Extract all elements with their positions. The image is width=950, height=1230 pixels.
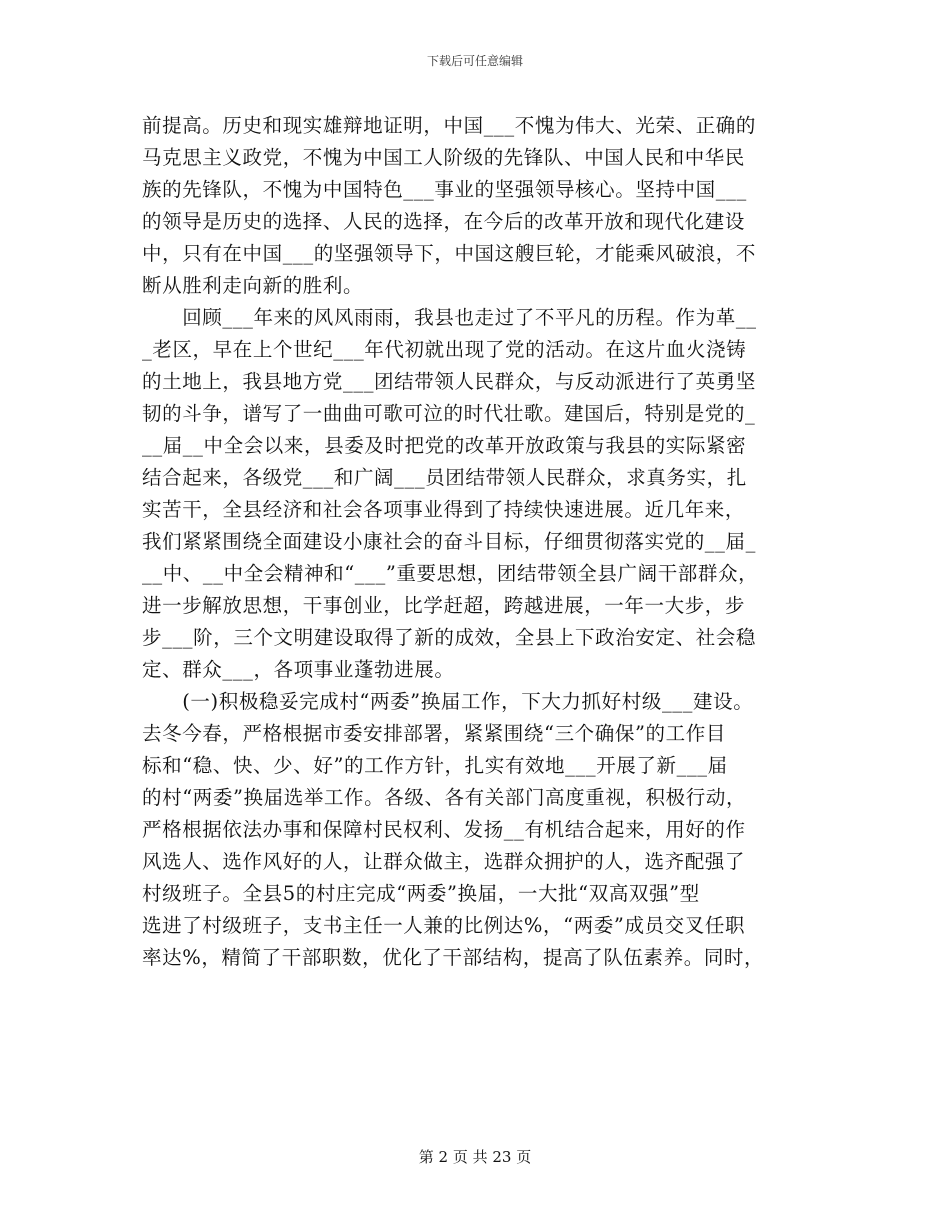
text-line: 族的先锋队，不愧为中国特色___事业的坚强领导核心。坚持中国___ — [142, 178, 747, 201]
text-line: _老区，早在上个世纪___年代初就出现了党的活动。在这片血火浇铸 — [142, 338, 747, 361]
text-line: 选进了村级班子，支书主任一人兼的比例达%，“两委”成员交叉任职 — [142, 914, 746, 937]
text-line: (一)积极稳妥完成村“两委”换届工作，下大力抓好村级___建设。 — [142, 690, 754, 713]
text-line: 结合起来，各级党___和广阔___员团结带领人民群众，求真务实，扎 — [142, 466, 747, 489]
text-line: __中、__中全会精神和“___”重要思想，团结带领全县广阔干部群众， — [142, 562, 759, 585]
text-line: 村级班子。全县5的村庄完成“两委”换届，一大批“双高双强”型 — [142, 882, 700, 905]
text-line: __届__中全会以来，县委及时把党的改革开放政策与我县的实际紧密 — [142, 434, 747, 457]
text-line: 断从胜利走向新的胜利。 — [142, 274, 364, 297]
page-header-note: 下载后可任意编辑 — [426, 54, 523, 68]
text-line: 中，只有在中国___的坚强领导下，中国这艘巨轮，才能乘风破浪，不 — [142, 242, 756, 265]
text-line: 严格根据依法办事和保障村民权利、发扬__有机结合起来，用好的作 — [142, 818, 746, 841]
text-line: 进一步解放思想，干事创业，比学赶超，跨越进展，一年一大步，步 — [142, 594, 746, 617]
document-body — [142, 110, 812, 974]
text-line: 的土地上，我县地方党___团结带领人民群众，与反动派进行了英勇坚 — [142, 370, 756, 393]
text-line: 定、群众___，各项事业蓬勃进展。 — [142, 658, 455, 681]
page-number-footer: 第 2 页 共 23 页 — [418, 1148, 532, 1166]
text-line: 的村“两委”换届选举工作。各级、各有关部门高度重视，积极行动， — [142, 786, 747, 809]
text-line: 去冬今春，严格根据市委安排部署，紧紧围绕“三个确保”的工作目 — [142, 722, 726, 745]
text-line: 标和“稳、快、少、好”的工作方针，扎实有效地___开展了新___届 — [142, 754, 728, 777]
text-line: 风选人、选作风好的人，让群众做主，选群众拥护的人，选齐配强了 — [142, 850, 746, 873]
text-line: 实苦干，全县经济和社会各项事业得到了持续快速进展。近几年来， — [142, 498, 746, 521]
text-line: 我们紧紧围绕全面建设小康社会的奋斗目标，仔细贯彻落实党的__届_ — [142, 530, 756, 553]
text-line: 马克思主义政党，不愧为中国工人阶级的先锋队、中国人民和中华民 — [142, 146, 746, 169]
text-line: 回顾___年来的风风雨雨，我县也走过了不平凡的历程。作为革__ — [142, 306, 757, 329]
text-line: 率达%，精简了干部职数，优化了干部结构，提高了队伍素养。同时， — [142, 946, 765, 969]
text-line: 韧的斗争，谱写了一曲曲可歌可泣的时代壮歌。建国后，特别是党的_ — [142, 402, 756, 425]
text-line: 步___阶，三个文明建设取得了新的成效，全县上下政治安定、社会稳 — [142, 626, 756, 649]
text-line: 前提高。历史和现实雄辩地证明，中国___不愧为伟大、光荣、正确的 — [142, 114, 756, 137]
text-line: 的领导是历史的选择、人民的选择，在今后的改革开放和现代化建设 — [142, 210, 746, 233]
